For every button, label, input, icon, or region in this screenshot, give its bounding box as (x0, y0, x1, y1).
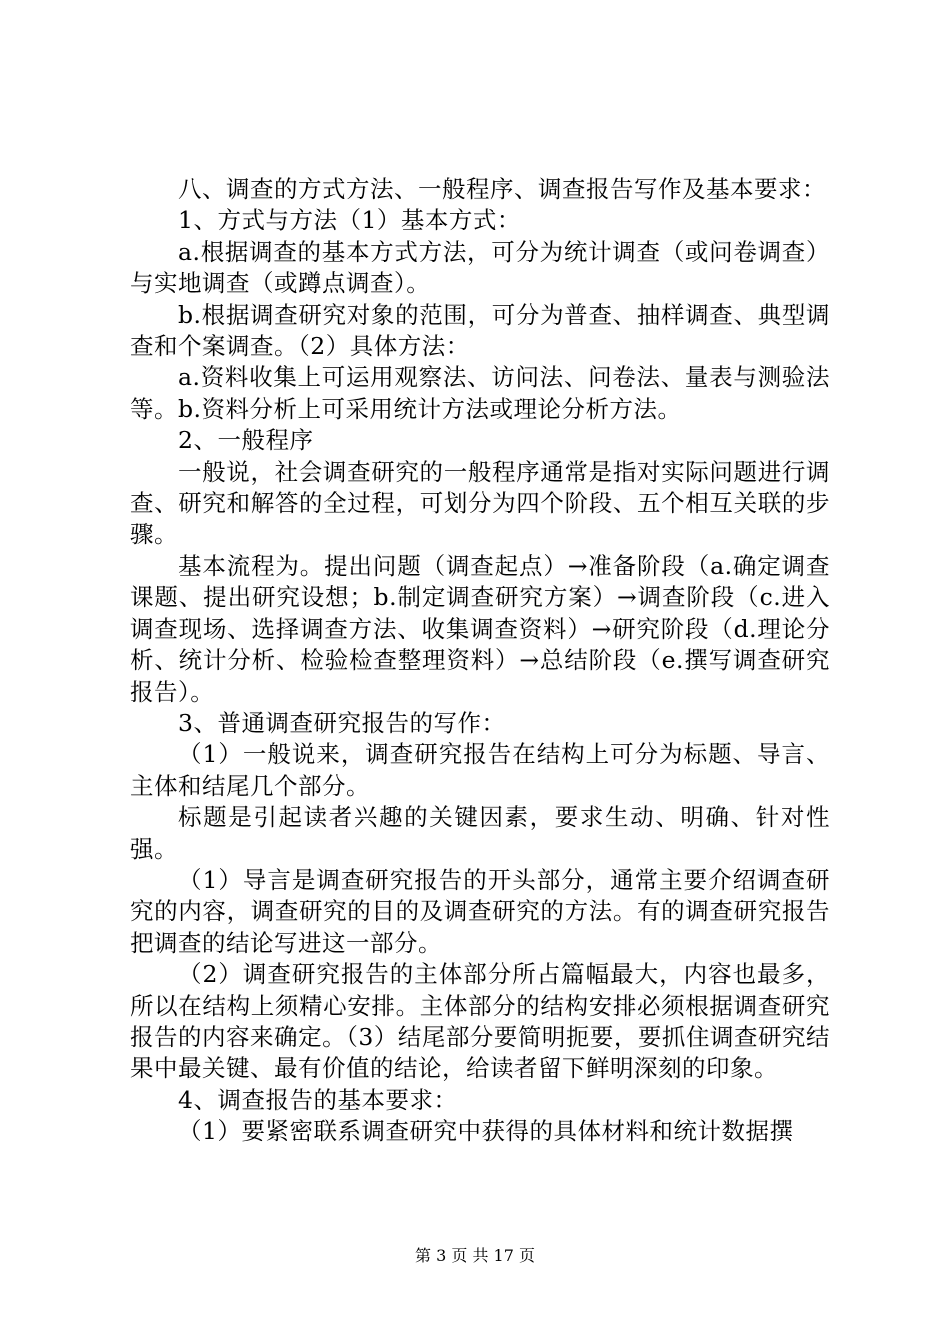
subsection-methods-heading: 1、方式与方法（1）基本方式： (178, 206, 521, 235)
paragraph-specific-methods: a.资料收集上可运用观察法、访问法、问卷法、量表与测验法等。b.资料分析上可采用统计方法或理论分析方法。 (130, 363, 830, 423)
subsection-requirements-heading: 4、调查报告的基本要求： (178, 1085, 458, 1114)
paragraph-methods-a: a.根据调查的基本方式方法，可分为统计调查（或问卷调查）与实地调查（或蹲点调查）。 (130, 237, 830, 298)
paragraph-report-structure: （1）一般说来，调查研究报告在结构上可分为标题、导言、主体和结尾几个部分。 (130, 740, 830, 800)
page-number-footer: 第 3 页 共 17 页 (415, 1246, 535, 1265)
subsection-procedure-heading: 2、一般程序 (178, 426, 314, 455)
paragraph-requirements-1: （1）要紧密联系调查研究中获得的具体材料和统计数据撰 (178, 1117, 794, 1146)
document-body (130, 174, 830, 1148)
paragraph-procedure-flow: 基本流程为。提出问题（调查起点）→准备阶段（a.确定调查课题、提出研究设想；b.制定调查研究方案）→调查阶段（c.进入调查现场、选择调查方法、收集调查资料）→研究阶段（d.理论分析、统计分析、检验检查整理资料）→总结阶段（e.撰写调查研究报告）。 (130, 551, 830, 706)
paragraph-report-title: 标题是引起读者兴趣的关键因素，要求生动、明确、针对性强。 (130, 803, 830, 863)
paragraph-methods-b: b.根据调查研究对象的范围，可分为普查、抽样调查、典型调查和个案调查。（2）具体方法： (130, 300, 830, 361)
section-heading-8: 八、调查的方式方法、一般程序、调查报告写作及基本要求： (178, 175, 826, 203)
subsection-report-writing-heading: 3、普通调查研究报告的写作： (178, 708, 506, 737)
paragraph-report-body: （2）调查研究报告的主体部分所占篇幅最大，内容也最多，所以在结构上须精心安排。主体部分的结构安排必须根据调查研究报告的内容来确定。（3）结尾部分要简明扼要，要抓住调查研究结果中最关键、最有价值的结论，给读者留下鲜明深刻的印象。 (130, 960, 830, 1083)
paragraph-procedure-intro: 一般说，社会调查研究的一般程序通常是指对实际问题进行调查、研究和解答的全过程，可划分为四个阶段、五个相互关联的步骤。 (130, 457, 830, 549)
paragraph-report-intro: （1）导言是调查研究报告的开头部分，通常主要介绍调查研究的内容，调查研究的目的及调查研究的方法。有的调查研究报告把调查的结论写进这一部分。 (130, 865, 830, 957)
